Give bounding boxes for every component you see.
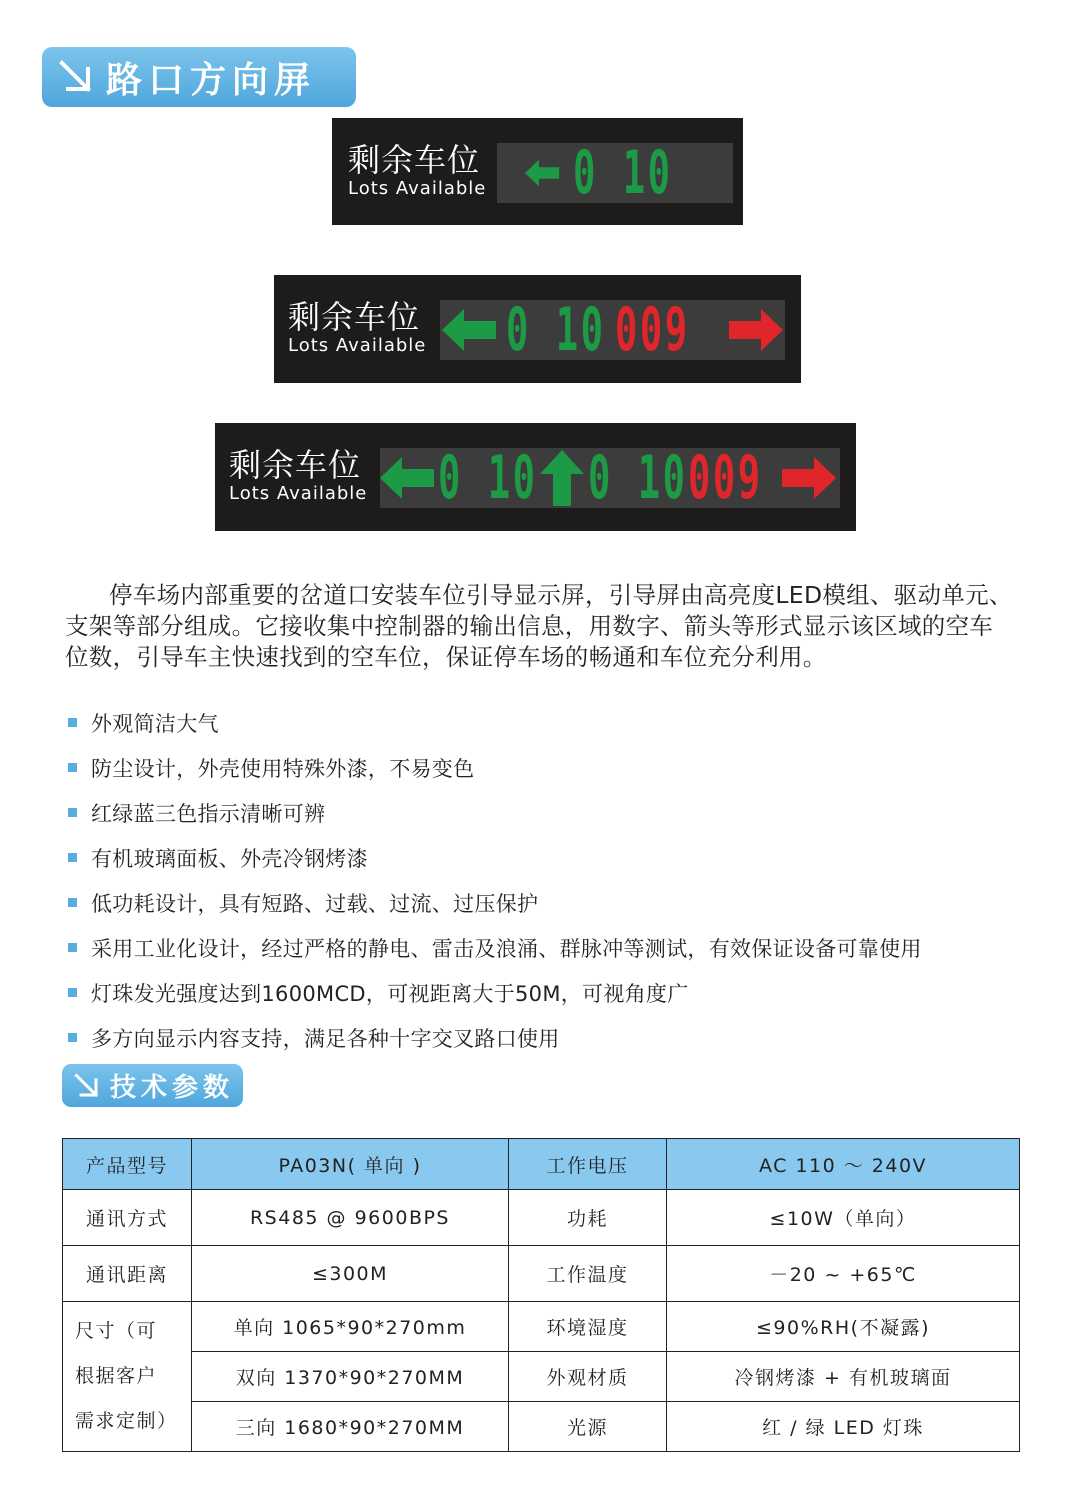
sign-label-zh: 剩余车位 — [348, 141, 481, 179]
feature-text: 低功耗设计，具有短路、过载、过流、过压保护 — [91, 891, 539, 916]
list-item — [66, 835, 922, 880]
arrow-right-icon — [727, 307, 783, 353]
list-item — [66, 745, 922, 790]
green-count-straight: 0 10 — [588, 443, 688, 513]
feature-text: 多方向显示内容支持，满足各种十字交叉路口使用 — [91, 1026, 560, 1051]
red-count: 009 — [615, 295, 690, 365]
spec-value: AC 110 ～ 240V — [667, 1139, 1020, 1190]
intro-paragraph: 停车场内部重要的岔道口安装车位引导显示屏，引导屏由高亮度LED模组、驱动单元、支架等部分组成。它接收集中控制器的输出信息，用数字、箭头等形式显示该区域的空车位数，引导车主快速找到的空车位，保证停车场的畅通和车位充分利用。 — [65, 580, 1013, 671]
section-header-direction-screen — [42, 47, 356, 107]
spec-label: 产品型号 — [63, 1139, 192, 1190]
table-row — [63, 1302, 1020, 1352]
list-item — [66, 1015, 922, 1060]
spec-value: ≤10W（单向） — [667, 1190, 1020, 1246]
bullet-icon — [68, 943, 77, 952]
spec-value: 三向 1680*90*270MM — [192, 1402, 509, 1452]
sign-label-zh: 剩余车位 — [229, 446, 362, 484]
feature-text: 灯珠发光强度达到1600MCD，可视距离大于50M，可视角度广 — [91, 981, 689, 1006]
led-panel — [497, 138, 733, 208]
bullet-icon — [68, 808, 77, 817]
arrow-left-icon — [442, 307, 498, 353]
green-count: 0 10 — [572, 138, 673, 208]
spec-value: ≤90%RH(不凝露) — [667, 1302, 1020, 1352]
spec-table — [62, 1138, 1020, 1452]
arrow-down-right-icon — [72, 1071, 102, 1101]
section-header-tech-specs — [62, 1064, 243, 1107]
spec-value: 红 / 绿 LED 灯珠 — [667, 1402, 1020, 1452]
spec-label: 工作温度 — [509, 1246, 667, 1302]
bullet-icon — [68, 988, 77, 997]
size-label-line: 根据客户 — [75, 1365, 158, 1387]
spec-label: 工作电压 — [509, 1139, 667, 1190]
feature-text: 红绿蓝三色指示清晰可辨 — [91, 801, 326, 826]
sign-label-en: Lots Available — [348, 178, 487, 199]
led-sign-double — [274, 275, 801, 383]
spec-value: RS485 @ 9600BPS — [192, 1190, 509, 1246]
arrow-left-icon — [380, 455, 436, 501]
arrow-left-icon — [525, 150, 561, 196]
feature-text: 有机玻璃面板、外壳冷钢烤漆 — [91, 846, 368, 871]
spec-value: 双向 1370*90*270MM — [192, 1352, 509, 1402]
section-title: 路口方向屏 — [106, 59, 317, 101]
arrow-down-right-icon — [56, 57, 96, 97]
table-row — [63, 1246, 1020, 1302]
red-count: 009 — [688, 443, 763, 513]
bullet-icon — [68, 1033, 77, 1042]
bullet-icon — [68, 763, 77, 772]
led-panel — [380, 443, 840, 513]
led-sign-triple — [215, 423, 856, 531]
sign-label-en: Lots Available — [229, 483, 368, 504]
spec-value: PA03N( 单向 ) — [192, 1139, 509, 1190]
size-label-line: 尺寸（可 — [75, 1320, 158, 1342]
bullet-icon — [68, 898, 77, 907]
feature-text: 采用工业化设计，经过严格的静电、雷击及浪涌、群脉冲等测试，有效保证设备可靠使用 — [91, 936, 922, 961]
spec-label: 通讯距离 — [63, 1246, 192, 1302]
spec-label: 环境湿度 — [509, 1302, 667, 1352]
bullet-icon — [68, 718, 77, 727]
arrow-up-icon — [540, 450, 584, 506]
sign-label-zh: 剩余车位 — [288, 298, 421, 336]
spec-label: 光源 — [509, 1402, 667, 1452]
sign-label-en: Lots Available — [288, 335, 427, 356]
table-row — [63, 1352, 1020, 1402]
spec-label: 通讯方式 — [63, 1190, 192, 1246]
feature-list — [66, 700, 922, 1060]
spec-value: 单向 1065*90*270mm — [192, 1302, 509, 1352]
list-item — [66, 925, 922, 970]
spec-value: ≤300M — [192, 1246, 509, 1302]
feature-text: 外观简洁大气 — [91, 711, 219, 736]
table-row — [63, 1402, 1020, 1452]
table-row — [63, 1190, 1020, 1246]
size-label-cell — [63, 1302, 192, 1452]
table-row — [63, 1139, 1020, 1190]
size-label-line: 需求定制） — [75, 1410, 178, 1432]
spec-value: 冷钢烤漆 + 有机玻璃面 — [667, 1352, 1020, 1402]
list-item — [66, 970, 922, 1015]
bullet-icon — [68, 853, 77, 862]
list-item — [66, 880, 922, 925]
green-count-left: 0 10 — [438, 443, 538, 513]
feature-text: 防尘设计，外壳使用特殊外漆，不易变色 — [91, 756, 475, 781]
spec-label: 功耗 — [509, 1190, 667, 1246]
green-count: 0 10 — [506, 295, 606, 365]
arrow-right-icon — [780, 455, 836, 501]
led-panel — [440, 295, 785, 365]
section-title: 技术参数 — [110, 1073, 235, 1103]
list-item — [66, 700, 922, 745]
led-sign-single — [332, 118, 743, 225]
spec-label: 外观材质 — [509, 1352, 667, 1402]
spec-value: －20 ~ +65℃ — [667, 1246, 1020, 1302]
list-item — [66, 790, 922, 835]
